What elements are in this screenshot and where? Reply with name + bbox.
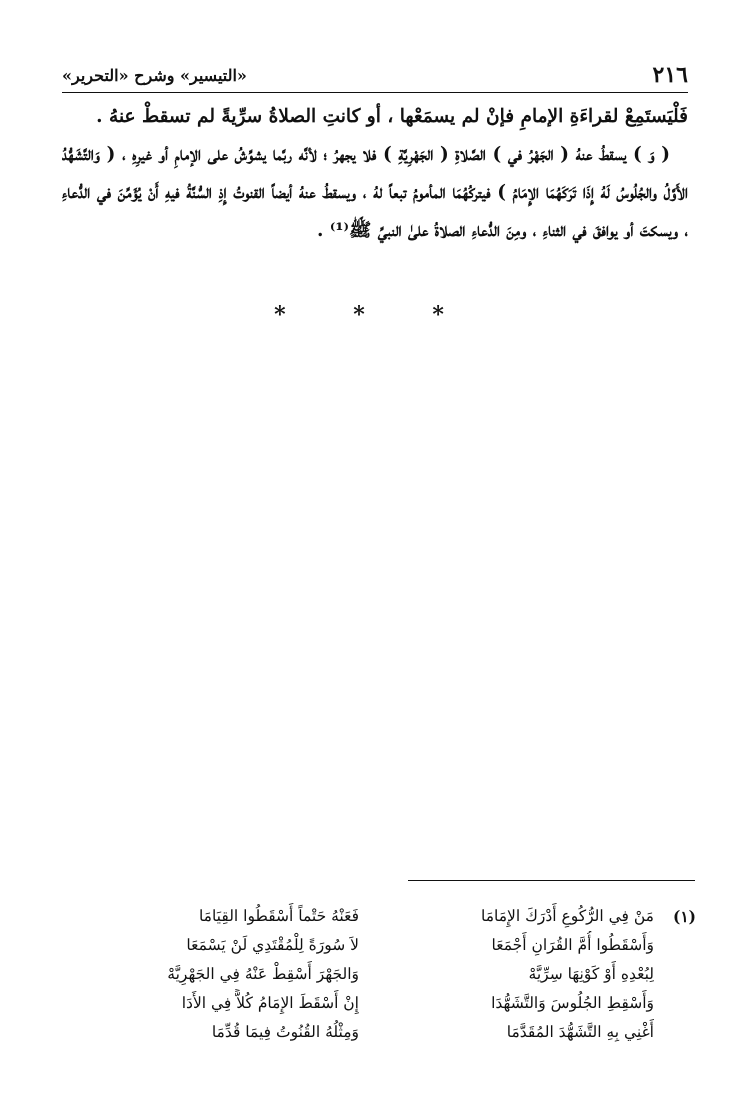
footnote-divider bbox=[408, 880, 695, 881]
main-text bbox=[62, 98, 688, 250]
verse-first-hemistich: لِبُعْدِهِ أَوْ كَوْنِهَا سِرِّيَّهْ bbox=[528, 965, 654, 983]
page-number: ٢١٦ bbox=[652, 62, 688, 88]
verse-second-hemistich: وَمِثْلُهُ القُنُوتُ فِيمَا قُدِّمَا bbox=[211, 1023, 359, 1041]
verse-second-hemistich: فَعَنْهُ حَتْماً أَسْقَطُوا القِيَامَا bbox=[198, 907, 359, 925]
page-header bbox=[62, 58, 688, 93]
verse-table bbox=[94, 902, 654, 1047]
running-title: «التيسير» وشرح «التحرير» bbox=[62, 65, 247, 85]
verse-first-hemistich: وَأَسْقَطُوا أُمَّ القُرَانِ أَجْمَعَا bbox=[491, 936, 654, 954]
verse-first-hemistich: وَأَسْقِطِ الجُلُوسَ وَالتَّشَهُّدَا bbox=[491, 994, 654, 1012]
section-separator: * * * bbox=[274, 302, 474, 328]
verse-row bbox=[94, 1018, 654, 1047]
paragraph: ( وَ ) يسقطُ عنهُ ( الجَهْرُ في ) الصَّلاةِ ( الجَهْرِيَّةِ ) فلا يجهرُ ؛ لأنَّه ربَّما يشوِّشُ على الإمامِ أو غيرِهِ ، ( وَالتَّشَهُّدُ الأَوَّلُ والجُلُوسُ لَهُ إِذَا تَرَكَهُمَا الإِمَامُ ) فيتركُهُمَا المأمومُ تبعاً لهُ ، ويسقطُ عنهُ أيضاً القنوتُ إِذِ السُّنَّةُ فيهِ أَنْ يُؤَمِّنَ في الدُّعاءِ ، ويسكتَ أو يوافقَ في الثناءِ ، ومِنَ الدُّعاءِ الصلاةُ علىٰ النبيِّ ﷺ⁽¹⁾ . bbox=[62, 144, 688, 241]
verse-row bbox=[94, 989, 654, 1018]
verse-second-hemistich: لاَ سُورَةً لِلْمُقْتَدِي لَنْ يَسْمَعَا bbox=[186, 936, 359, 954]
verse-row bbox=[94, 960, 654, 989]
verse-second-hemistich: إِنْ أَسْقَطَ الإِمَامُ كُلاًّ فِي الأَدَا bbox=[181, 994, 359, 1012]
paragraph: فَلْيَستَمِعْ لقراءَةِ الإمامِ فإنْ لم يسمَعْها ، أو كانتِ الصلاةُ سرِّيةً لم تسقطْ عنهُ . bbox=[96, 106, 688, 127]
verse-first-hemistich: أَغْنِي بِهِ التَّشَهُّدَ المُقَدَّمَا bbox=[506, 1023, 654, 1041]
verse-second-hemistich: وَالجَهْرَ أَسْقِطْ عَنْهُ فِي الجَهْرِيَّهْ bbox=[167, 965, 359, 983]
verse-row bbox=[94, 902, 654, 931]
verse-row bbox=[94, 931, 654, 960]
verse-first-hemistich: مَنْ فِي الرُّكُوعِ أَدْرَكَ الإِمَامَا bbox=[480, 907, 654, 925]
footnote-marker: (١) bbox=[672, 907, 696, 926]
